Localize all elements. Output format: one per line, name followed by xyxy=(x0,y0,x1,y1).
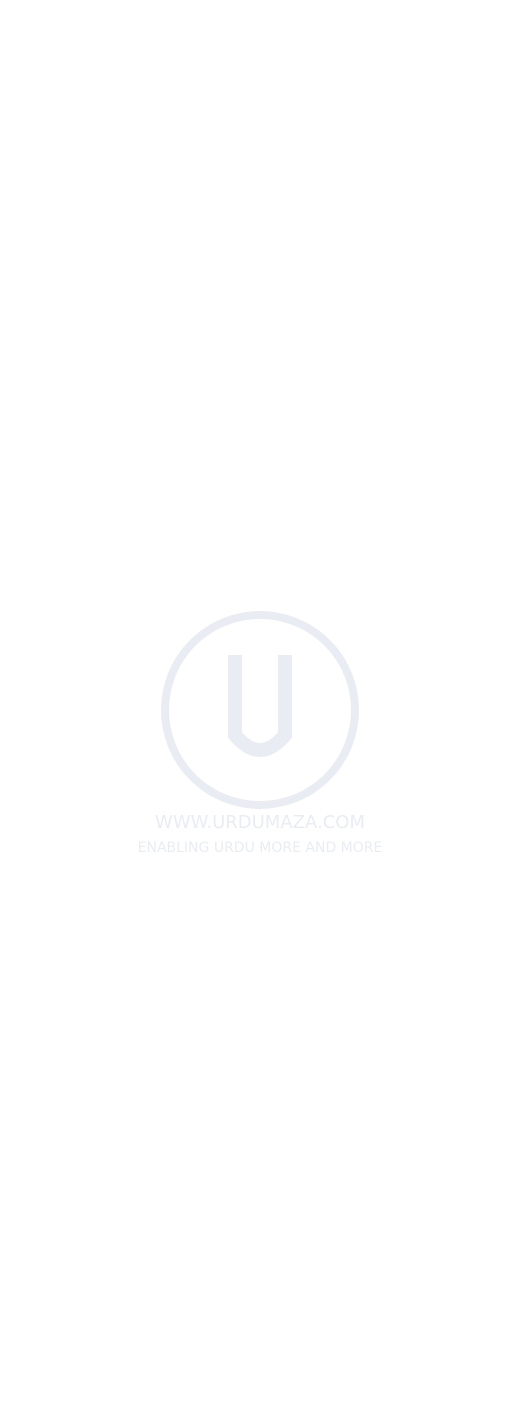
page-title xyxy=(0,6,520,44)
watermark-url: WWW.URDUMAZA.COM xyxy=(155,812,365,833)
watermark-tagline: ENABLING URDU MORE AND MORE xyxy=(137,840,383,856)
watermark-ring xyxy=(165,615,355,805)
urdumaza-watermark-logo xyxy=(110,560,410,860)
watermark-u-mark xyxy=(235,655,285,750)
